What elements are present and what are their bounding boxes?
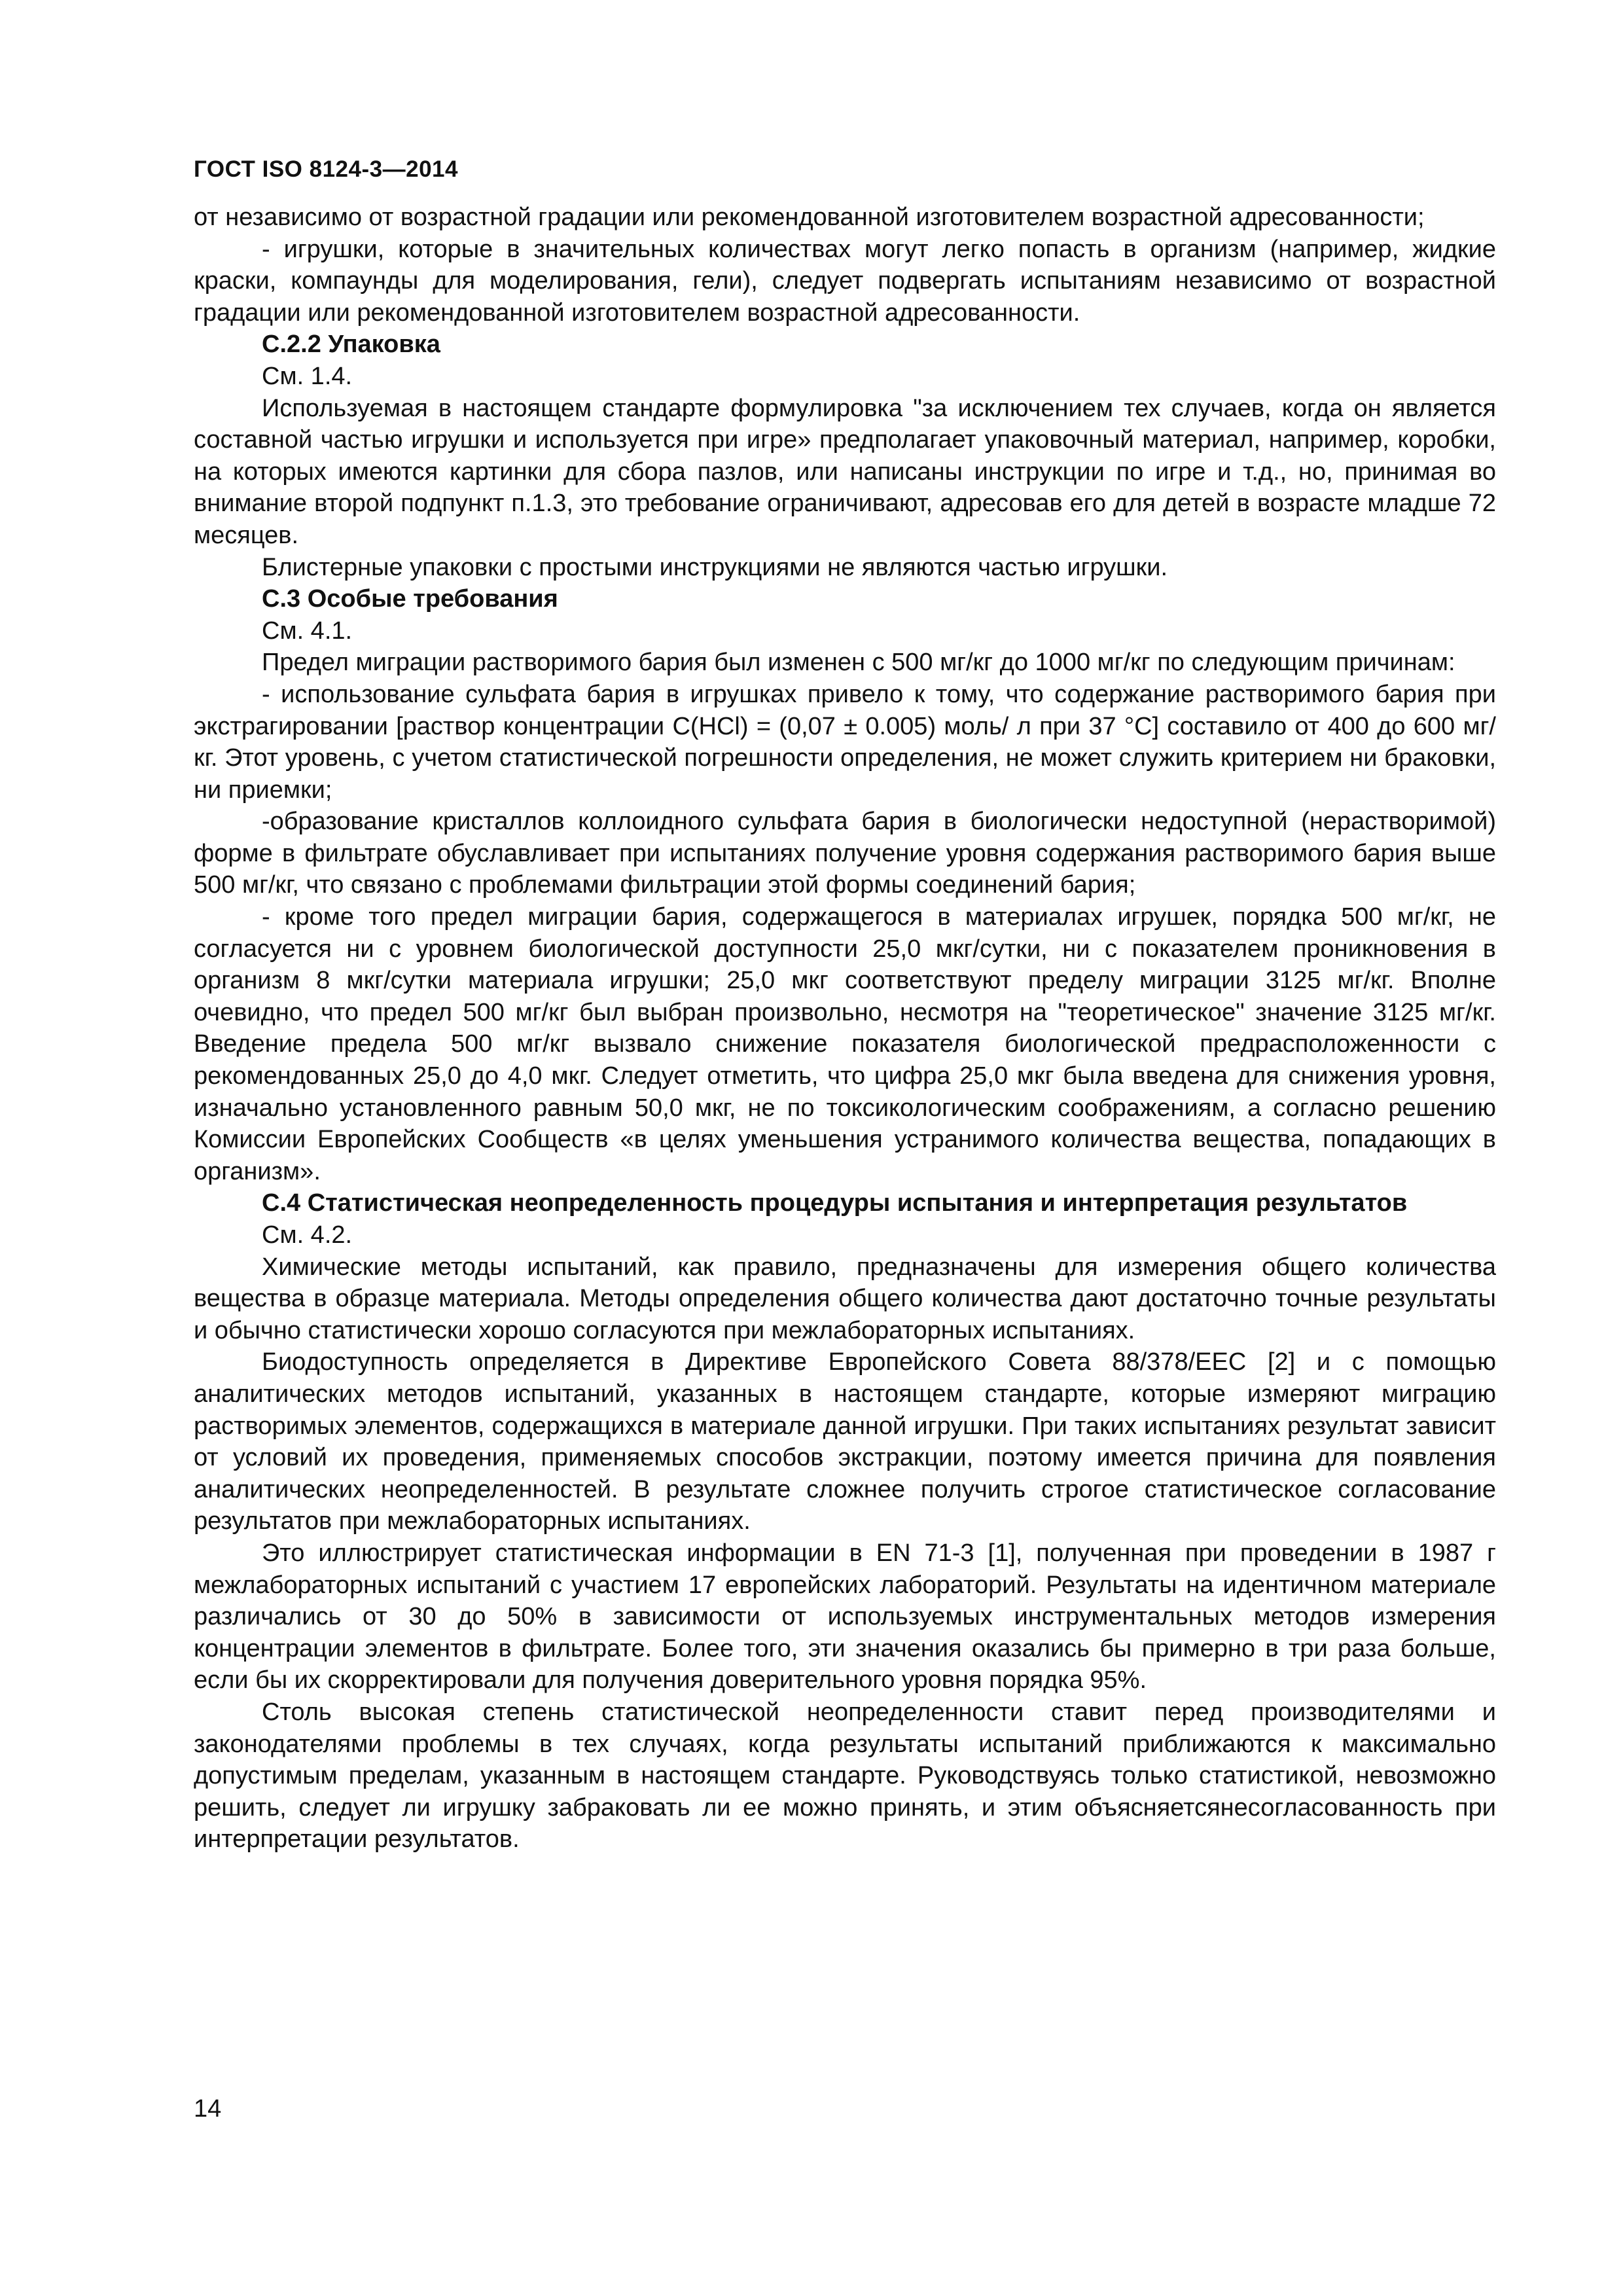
paragraph: Биодоступность определяется в Директиве Европейского Совета 88/378/ЕЕС [2] и с помощью аналитических методов испытаний, указанных в настоящем стандарте, которые измеряют миграцию растворимых элементов, содержащихся в материале данной игрушки. При таких испытаниях результат зависит от условий их проведения, применяемых способов экстракции, поэтому имеется причина для появления аналитических неопределенностей. В результате сложнее получить строгое статистическое согласование результатов при межлабораторных испытаниях. xyxy=(194,1348,1496,1535)
list-item: - использование сульфата бария в игрушках привело к тому, что содержание растворимого бария при экстрагировании [раствор концентрации С(НСl) = (0,07 ± 0.005) моль/ л при 37 °С] составило от 400 до 600 мг/кг. Этот уровень, с учетом статистической погрешности определения, не может служить критерием ни браковки, ни приемки; xyxy=(194,680,1496,804)
cross-reference: См. 4.2. xyxy=(262,1221,353,1249)
document-header: ГОСТ ISO 8124-3—2014 xyxy=(194,156,458,182)
paragraph: Блистерные упаковки с простыми инструкциями не являются частью игрушки. xyxy=(262,553,1168,581)
paragraph: Используемая в настоящем стандарте формулировка "за исключением тех случаев, когда он является составной частью игрушки и используется при игре» предполагает упаковочный материал, например, коробки, на которых имеются картинки для сбора пазлов, или написаны инструкции по игре и т.д., но, принимая во внимание второй подпункт п.1.3, это требование ограничивают, адресовав его для детей в возрасте младше 72 месяцев. xyxy=(194,394,1496,549)
document-body xyxy=(194,202,1496,1856)
paragraph-continuation: от независимо от возрастной градации или рекомендованной изготовителем возрастной адресованности; xyxy=(194,204,1425,231)
cross-reference: См. 4.1. xyxy=(262,617,353,645)
list-item: - кроме того предел миграции бария, содержащегося в материалах игрушек, порядка 500 мг/кг, не согласуется ни с уровнем биологической доступности 25,0 мкг/сутки, ни с показателем проникновения в организм 8 мкг/сутки материала игрушки; 25,0 мкг соответствуют пределу миграции 3125 мг/кг. Вполне очевидно, что предел 500 мг/кг был выбран произвольно, несмотря на "теоретическое" значение 3125 мг/кг. Введение предела 500 мг/кг вызвало снижение показателя биологической предрасположенности с рекомендованных 25,0 до 4,0 мкг. Следует отметить, что цифра 25,0 мкг была введена для снижения уровня, изначально установленного равным 50,0 мкг, не по токсикологическим соображениям, а согласно решению Комиссии Европейских Сообществ «в целях уменьшения устранимого количества вещества, попадающих в организм». xyxy=(194,903,1496,1185)
section-heading-c-4: С.4 Статистическая неопределенность процедуры испытания и интерпретация результатов xyxy=(262,1189,1408,1217)
cross-reference: См. 1.4. xyxy=(262,362,353,390)
paragraph: Столь высокая степень статистической неопределенности ставит перед производителями и законодателями проблемы в тех случаях, когда результаты испытаний приближаются к максимально допустимым пределам, указанным в настоящем стандарте. Руководствуясь только статистикой, невозможно решить, следует ли игрушку забраковать ли ее можно принять, и этим объясняетсянесогласованность при интерпретации результатов. xyxy=(194,1698,1496,1854)
paragraph: Это иллюстрирует статистическая информации в EN 71-3 [1], полученная при проведении в 1987 г межлабораторных испытаний с участием 17 европейских лабораторий. Результаты на идентичном материале различались от 30 до 50% в зависимости от используемых инструментальных методов измерения концентрации элементов в фильтрате. Более того, эти значения оказались бы примерно в три раза больше, если бы их скорректировали для получения доверительного уровня порядка 95%. xyxy=(194,1539,1496,1695)
paragraph: Предел миграции растворимого бария был изменен с 500 мг/кг до 1000 мг/кг по следующим причинам: xyxy=(262,649,1455,677)
page-number: 14 xyxy=(194,2095,222,2123)
list-item: -образование кристаллов коллоидного сульфата бария в биологически недоступной (нерастворимой) форме в фильтрате обуславливает при испытаниях получение уровня содержания растворимого бария выше 500 мг/кг, что связано с проблемами фильтрации этой формы соединений бария; xyxy=(194,808,1496,899)
list-item-toys: - игрушки, которые в значительных количествах могут легко попасть в организм (например, жидкие краски, компаунды для моделирования, гели), следует подвергать испытаниям независимо от возрастной градации или рекомендованной изготовителем возрастной адресованности. xyxy=(194,235,1496,327)
section-heading-c-3: С.3 Особые требования xyxy=(262,585,558,613)
section-heading-c-2-2: С.2.2 Упаковка xyxy=(262,331,440,359)
paragraph: Химические методы испытаний, как правило, предназначены для измерения общего количества вещества в образце материала. Методы определения общего количества дают достаточно точные результаты и обычно статистически хорошо согласуются при межлабораторных испытаниях. xyxy=(194,1253,1496,1344)
